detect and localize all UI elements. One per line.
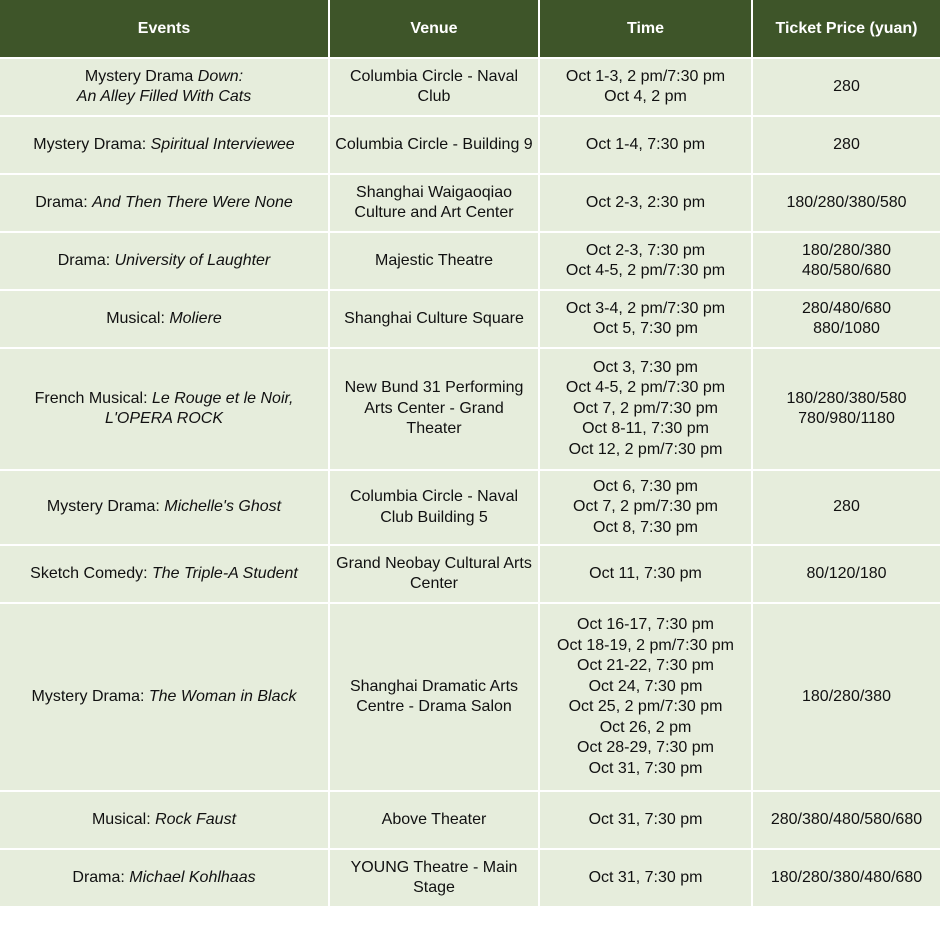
- price-line: 280: [833, 135, 860, 153]
- time-cell: [539, 849, 752, 907]
- price-line: 280/380/480/580/680: [770, 810, 923, 828]
- time-line: Oct 31, 7:30 pm: [588, 868, 703, 886]
- event-title: Michelle's Ghost: [164, 498, 282, 516]
- header-ticket-price: Ticket Price (yuan): [752, 0, 940, 58]
- time-line: Oct 1-4, 7:30 pm: [585, 135, 706, 153]
- price-line: 280/480/680: [802, 299, 891, 317]
- event-cell: [0, 470, 329, 545]
- price-cell: [752, 348, 940, 470]
- price-line: 780/980/1180: [798, 410, 895, 427]
- price-line: 180/280/380: [802, 241, 891, 259]
- venue-line: Shanghai Dramatic Arts: [349, 677, 519, 695]
- header-row: [0, 0, 940, 58]
- venue-cell: [329, 603, 539, 791]
- event-title: The Triple-A Student: [151, 564, 298, 582]
- price-line: 480/580/680: [802, 262, 891, 279]
- venue-cell: [329, 58, 539, 116]
- event-cell: [0, 290, 329, 348]
- venue-line: Stage: [413, 879, 455, 896]
- time-cell: [539, 58, 752, 116]
- price-cell: [752, 470, 940, 545]
- event-cell: [0, 232, 329, 290]
- venue-line: Centre - Drama Salon: [356, 698, 512, 715]
- time-line: Oct 7, 2 pm/7:30 pm: [573, 399, 718, 417]
- venue-cell: [329, 116, 539, 174]
- time-line: Oct 3, 7:30 pm: [593, 358, 698, 376]
- price-cell: [752, 58, 940, 116]
- event-title: The Woman in Black: [148, 687, 297, 705]
- event-title: Moliere: [169, 309, 222, 327]
- venue-line: Center: [409, 575, 459, 592]
- time-line: Oct 26, 2 pm: [599, 718, 692, 736]
- table-row: [0, 116, 940, 174]
- venue-line: Majestic Theatre: [375, 251, 493, 269]
- time-cell: [539, 348, 752, 470]
- time-cell: [539, 290, 752, 348]
- event-cell: [0, 603, 329, 791]
- price-cell: [752, 116, 940, 174]
- venue-line: Columbia Circle - Building 9: [335, 135, 533, 153]
- event-type: Sketch Comedy:: [30, 564, 152, 582]
- venue-line: Shanghai Waigaoqiao: [356, 183, 512, 201]
- venue-cell: [329, 290, 539, 348]
- price-line: 80/120/180: [806, 564, 887, 582]
- table-row: [0, 470, 940, 545]
- header-time: Time: [539, 0, 752, 58]
- venue-cell: [329, 470, 539, 545]
- price-cell: [752, 791, 940, 849]
- event-title: University of Laughter: [114, 251, 271, 269]
- header-events: Events: [0, 0, 329, 58]
- price-cell: [752, 232, 940, 290]
- event-type: Drama:: [35, 193, 93, 211]
- event-title: Michael Kohlhaas: [129, 868, 256, 886]
- table-body: [0, 58, 940, 907]
- price-line: 280: [833, 498, 860, 516]
- time-line: Oct 31, 7:30 pm: [588, 810, 703, 828]
- venue-cell: [329, 791, 539, 849]
- time-cell: [539, 545, 752, 603]
- event-type: Mystery Drama:: [33, 135, 151, 153]
- table-row: [0, 348, 940, 470]
- time-line: Oct 3-4, 2 pm/7:30 pm: [565, 299, 726, 317]
- table-row: [0, 174, 940, 232]
- time-line: Oct 2-3, 2:30 pm: [585, 193, 706, 211]
- time-line: Oct 4-5, 2 pm/7:30 pm: [565, 379, 726, 397]
- time-line: Oct 25, 2 pm/7:30 pm: [568, 698, 723, 715]
- venue-cell: [329, 232, 539, 290]
- time-line: Oct 1-3, 2 pm/7:30 pm: [565, 67, 726, 85]
- price-line: 880/1080: [813, 320, 880, 337]
- time-line: Oct 24, 7:30 pm: [588, 677, 703, 695]
- event-type: Musical:: [106, 309, 170, 327]
- price-cell: [752, 174, 940, 232]
- venue-line: Club: [417, 88, 451, 105]
- event-title: L'OPERA ROCK: [104, 410, 224, 427]
- venue-line: Shanghai Culture Square: [344, 309, 524, 327]
- venue-line: Theater: [406, 420, 462, 438]
- time-line: Oct 12, 2 pm/7:30 pm: [568, 440, 723, 458]
- venue-line: Club Building 5: [380, 508, 488, 526]
- table-row: [0, 232, 940, 290]
- time-line: Oct 11, 7:30 pm: [589, 564, 702, 582]
- price-line: 180/280/380/580: [786, 193, 907, 211]
- time-line: Oct 2-3, 7:30 pm: [585, 241, 706, 259]
- event-type: Drama:: [57, 251, 115, 269]
- event-cell: [0, 174, 329, 232]
- event-title: Rock Faust: [155, 810, 237, 828]
- time-line: Oct 4-5, 2 pm/7:30 pm: [565, 262, 726, 279]
- time-line: Oct 8, 7:30 pm: [593, 518, 698, 536]
- time-line: Oct 28-29, 7:30 pm: [577, 739, 714, 756]
- venue-cell: [329, 545, 539, 603]
- event-title: Spiritual Interviewee: [150, 135, 295, 153]
- event-cell: [0, 791, 329, 849]
- event-type: Mystery Drama: [84, 67, 198, 85]
- table-row: [0, 791, 940, 849]
- venue-cell: [329, 174, 539, 232]
- event-type: French Musical:: [34, 389, 152, 407]
- event-type: Musical:: [91, 810, 156, 828]
- event-title: Down:: [197, 67, 244, 85]
- time-line: Oct 4, 2 pm: [604, 88, 687, 105]
- venue-line: Columbia Circle - Naval: [349, 488, 519, 505]
- venue-line: Grand Neobay Cultural Arts: [336, 554, 532, 572]
- time-line: Oct 21-22, 7:30 pm: [577, 657, 714, 674]
- venue-line: Culture and Art Center: [354, 204, 514, 221]
- event-cell: [0, 116, 329, 174]
- time-cell: [539, 174, 752, 232]
- price-cell: [752, 849, 940, 907]
- price-cell: [752, 290, 940, 348]
- event-title: An Alley Filled With Cats: [76, 88, 252, 105]
- venue-line: Arts Center - Grand: [364, 399, 504, 417]
- event-cell: [0, 849, 329, 907]
- header-venue: Venue: [329, 0, 539, 58]
- event-cell: [0, 348, 329, 470]
- price-cell: [752, 603, 940, 791]
- table-row: [0, 545, 940, 603]
- time-cell: [539, 470, 752, 545]
- price-line: 180/280/380/480/680: [770, 868, 923, 886]
- venue-cell: [329, 348, 539, 470]
- venue-line: Columbia Circle - Naval: [349, 67, 519, 85]
- venue-line: New Bund 31 Performing: [344, 379, 524, 397]
- venue-line: Above Theater: [381, 810, 487, 828]
- time-line: Oct 31, 7:30 pm: [588, 759, 703, 777]
- time-line: Oct 5, 7:30 pm: [593, 320, 698, 337]
- venue-cell: [329, 849, 539, 907]
- event-type: Drama:: [72, 868, 130, 886]
- event-type: Mystery Drama:: [31, 687, 149, 705]
- time-cell: [539, 603, 752, 791]
- price-line: 180/280/380: [802, 687, 891, 705]
- time-line: Oct 16-17, 7:30 pm: [577, 616, 714, 633]
- event-title: Le Rouge et le Noir,: [151, 389, 294, 407]
- time-line: Oct 7, 2 pm/7:30 pm: [573, 498, 718, 516]
- event-cell: [0, 545, 329, 603]
- price-line: 180/280/380/580: [786, 389, 907, 407]
- table-row: [0, 849, 940, 907]
- table-row: [0, 290, 940, 348]
- venue-line: YOUNG Theatre - Main: [350, 858, 518, 876]
- event-type: Mystery Drama:: [46, 498, 165, 516]
- time-line: Oct 6, 7:30 pm: [593, 477, 698, 495]
- event-cell: [0, 58, 329, 116]
- event-title: And Then There Were None: [92, 193, 293, 211]
- table-row: [0, 603, 940, 791]
- price-line: 280: [833, 77, 860, 95]
- time-cell: [539, 791, 752, 849]
- price-cell: [752, 545, 940, 603]
- time-cell: [539, 232, 752, 290]
- table-row: [0, 58, 940, 116]
- time-cell: [539, 116, 752, 174]
- time-line: Oct 18-19, 2 pm/7:30 pm: [557, 636, 734, 654]
- time-line: Oct 8-11, 7:30 pm: [582, 420, 709, 438]
